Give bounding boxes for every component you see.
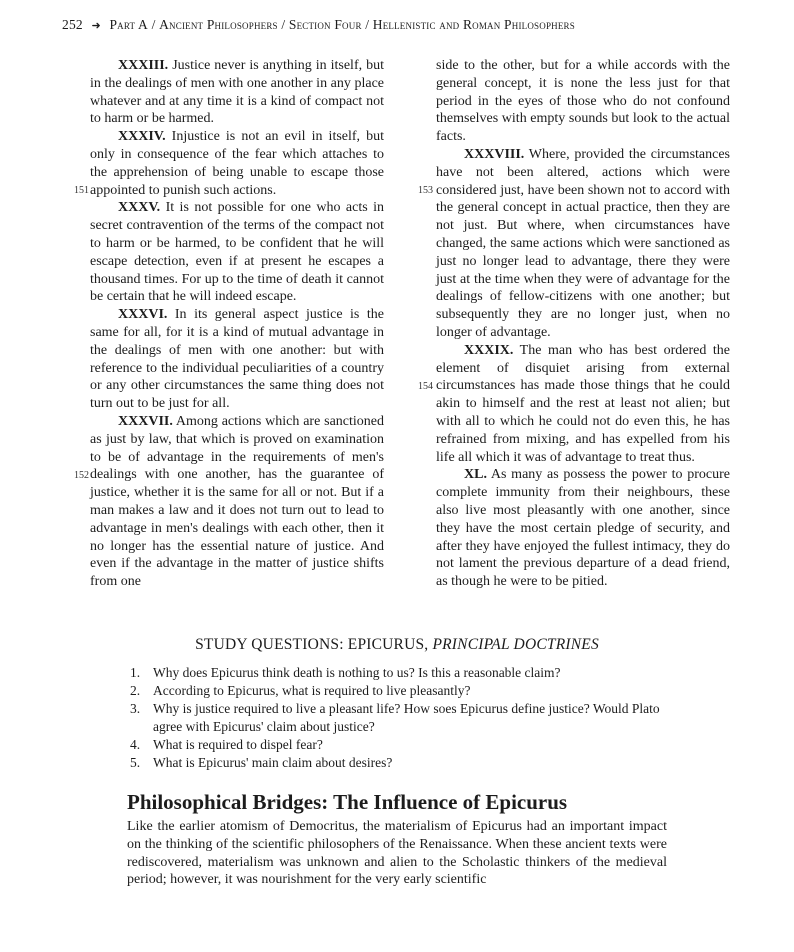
study-questions-list (130, 664, 690, 772)
doctrine-numeral: XL. (464, 467, 487, 483)
header-separator: / (281, 17, 286, 32)
doctrine-text: Among actions which are sanctioned as just by law, that which is proved on examination to be of advantage in the requirements of men's dealings with one another, has the guarantee of justice, whether it is the same for all or not. But if a man makes a law and it does not turn out to lead to advantage in men's dealings with each other, then it no longer has the essential nature of justice. And even if the advantage in the matter of justice shifts from one (90, 413, 384, 590)
doctrine-text: The man who has best ordered the element of disquiet arising from external circumstances has made those things that he could akin to himself and the rest at least not alien; but with all to which he could not do even this, he has refrained from mixing, and has expelled from his life all which it was of advantage to treat thus. (436, 342, 730, 465)
header-section-a: Ancient Philosophers (159, 17, 278, 32)
doctrine-paragraph (90, 57, 384, 128)
doctrine-text: Where, provided the circumstances have not been altered, actions which were considered just, have been shown not to accord with the general concept in actual practice, then they are not just. But where, when circumstances have changed, the same actions which were sanctioned as just no longer lead to advantage, there they were just at the time when they were of advantage for the dealings of fellow-citizens with one another; but subsequently they are no longer just, when no longer of advantage. (436, 146, 730, 340)
section-heading: Philosophical Bridges: The Influence of Epicurus (127, 790, 568, 814)
question-number: 2. (130, 683, 141, 698)
header-separator: / (151, 17, 156, 32)
header-section-b: Section Four (288, 17, 362, 32)
running-header (62, 17, 742, 33)
doctrine-text: It is not possible for one who acts in secret contravention of the terms of the compact not to harm or be harmed, to be confident that he will escape detection, even if at present he escapes a thousand times. For up to the time of death it cannot be certain that he will indeed escape. (90, 200, 384, 305)
doctrine-paragraph (90, 199, 384, 306)
question-number: 3. (130, 701, 141, 716)
margin-line-number: 153 (418, 185, 433, 196)
question-text: According to Epicurus, what is required to live pleasantly? (153, 683, 471, 698)
study-title-plain: STUDY QUESTIONS: EPICURUS, (195, 636, 433, 653)
question-number: 4. (130, 737, 141, 752)
doctrine-paragraph (436, 57, 730, 146)
header-part: Part A (109, 17, 148, 32)
study-title-italic: PRINCIPAL DOCTRINES (432, 636, 599, 653)
margin-line-number: 151 (74, 185, 89, 196)
doctrine-paragraph (436, 146, 730, 342)
body-paragraph: Like the earlier atomism of Democritus, the materialism of Epicurus had an important impact on the thinking of the scientific philosophers of the Renaissance. When these ancient texts were rediscovered, materialism was unknown and alien to the Scholastic thinkers of the medieval period; however, it was nourishment for the very early scientific (127, 819, 667, 888)
section-body (127, 818, 667, 889)
doctrine-paragraph (90, 413, 384, 591)
margin-line-number: 154 (418, 381, 433, 392)
doctrine-numeral: XXXIX. (464, 342, 514, 358)
header-section-c: Hellenistic and Roman Philosophers (372, 17, 575, 32)
doctrine-paragraph (90, 128, 384, 199)
right-column (436, 57, 730, 591)
left-column (90, 57, 384, 591)
question-text: Why does Epicurus think death is nothing to us? Is this a reasonable claim? (153, 665, 561, 680)
doctrine-text: As many as possess the power to procure complete immunity from their neighbours, these also live most pleasantly with one another, since they have the most certain pledge of security, and after they have enjoyed the fullest intimacy, they do not lament the previous departure of a dead friend, as though he were to be pitied. (436, 467, 730, 590)
question-text: What is Epicurus' main claim about desires? (153, 755, 393, 770)
question-item (130, 754, 690, 772)
doctrine-text: In its general aspect justice is the same for all, for it is a kind of mutual advantage in the dealings of men with one another: but with reference to the individual peculiarities of a country or any other circumstances the same thing does not turn out to be just for all. (90, 307, 384, 412)
doctrine-paragraph (436, 466, 730, 591)
arrow-icon: ➜ (91, 20, 101, 32)
doctrine-paragraph (90, 306, 384, 413)
question-item (130, 700, 690, 736)
doctrine-text: side to the other, but for a while accords with the general concept, it is none the less just for that period in the eyes of those who do not confound themselves with empty sounds but look to the actual facts. (436, 58, 730, 145)
doctrine-numeral: XXXIV. (118, 129, 166, 145)
doctrine-numeral: XXXV. (118, 200, 161, 216)
question-item (130, 682, 690, 700)
page-number: 252 (62, 17, 83, 32)
margin-line-number: 152 (74, 470, 89, 481)
question-text: Why is justice required to live a pleasant life? How soes Epicurus define justice? Would Plato agree with Epicurus' claim about justice? (153, 701, 660, 734)
doctrine-numeral: XXXVII. (118, 413, 173, 429)
doctrine-numeral: XXXIII. (118, 58, 169, 73)
doctrine-text: Injustice is not an evil in itself, but only in consequence of the fear which attaches to the apprehension of being unable to escape those appointed to punish such actions. (90, 129, 384, 198)
doctrine-numeral: XXXVI. (118, 307, 168, 323)
question-number: 1. (130, 665, 141, 680)
doctrine-numeral: XXXVIII. (464, 146, 525, 162)
question-text: What is required to dispel fear? (153, 737, 323, 752)
question-number: 5. (130, 755, 141, 770)
question-item (130, 736, 690, 754)
doctrine-text: Justice never is anything in itself, but in the dealings of men with one another in any place whatever and at any time it is a kind of compact not to harm or be harmed. (90, 58, 384, 127)
doctrine-paragraph (436, 342, 730, 467)
question-item (130, 664, 690, 682)
study-questions-title (62, 636, 732, 654)
header-separator: / (365, 17, 370, 32)
